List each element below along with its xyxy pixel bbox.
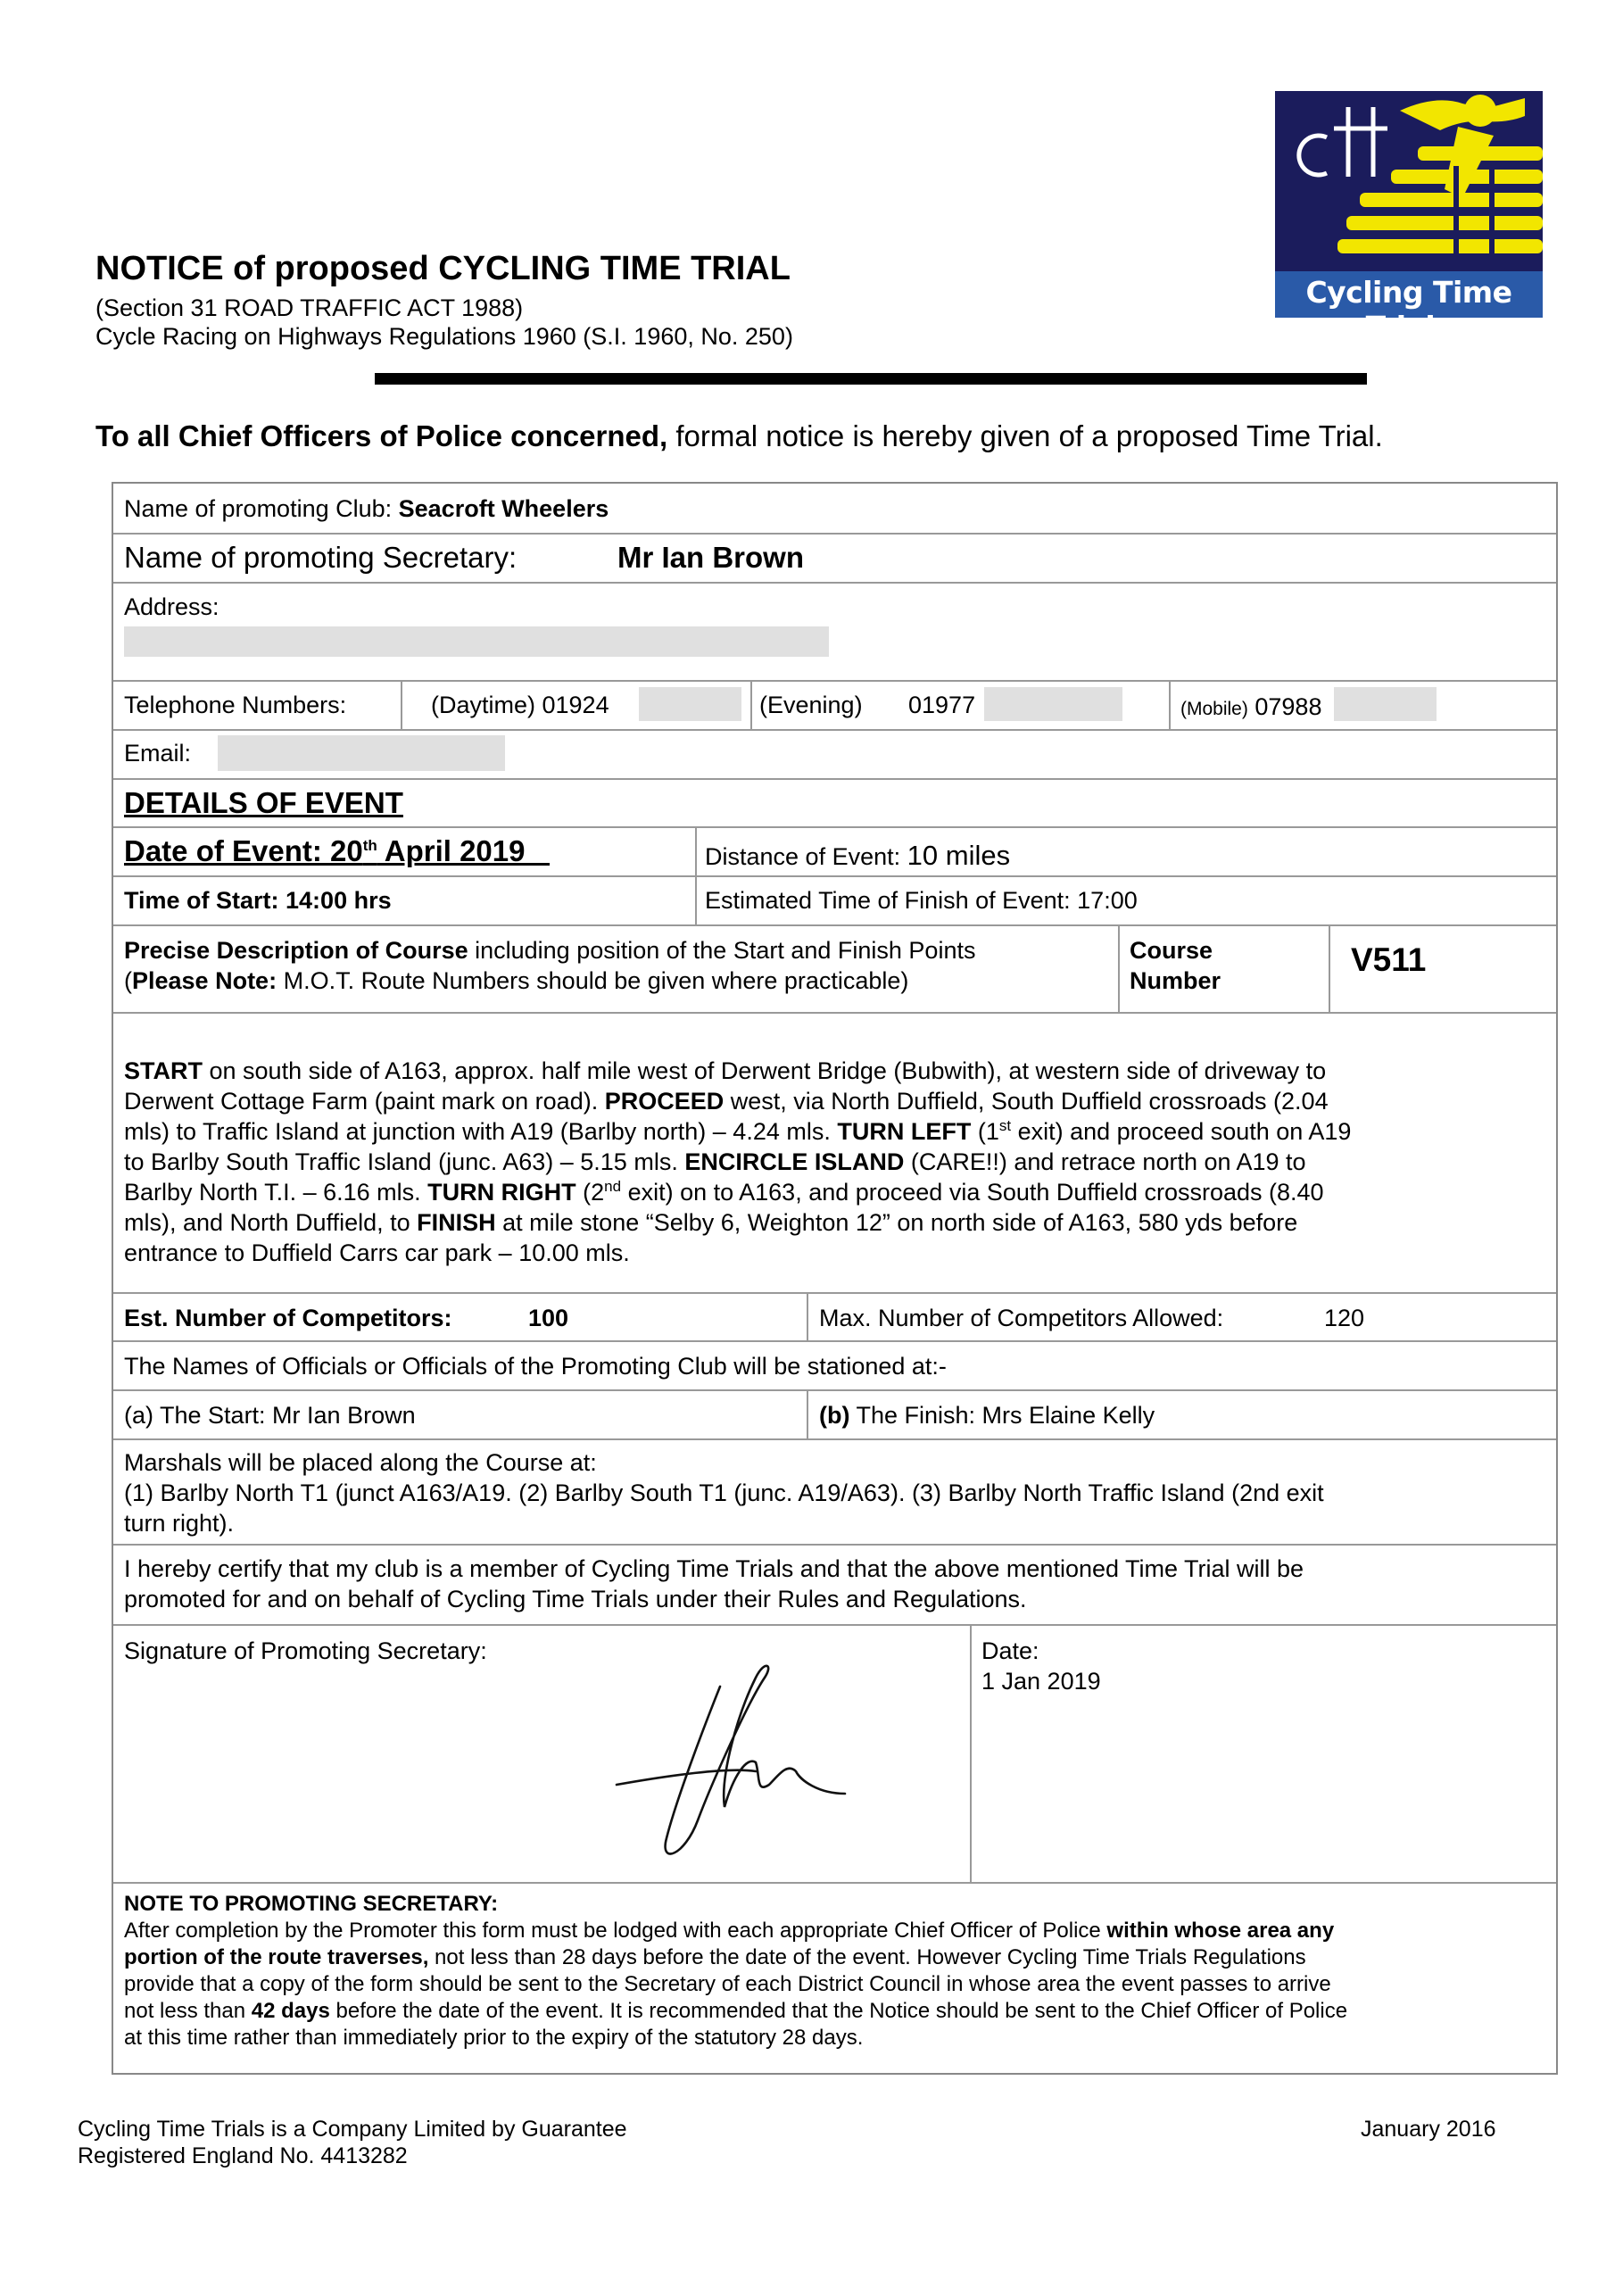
course-line: at mile stone “Selby 6, Weighton 12” on north side of A163, 580 yds before — [495, 1209, 1298, 1236]
address-redacted — [124, 626, 829, 657]
row-divider — [113, 1544, 1556, 1546]
row-divider — [113, 826, 1556, 828]
note-line: not less than 28 days before the date of the event. However Cycling Time Trials Regulations — [428, 1945, 1306, 1969]
note-line: before the date of the event. It is recommended that the Notice should be sent to the Chief Officer of Police — [329, 1999, 1348, 2023]
marshals-line: Marshals will be placed along the Course at: — [124, 1449, 597, 1476]
header-divider — [375, 373, 1367, 385]
cyclist-logo-icon — [1275, 91, 1543, 271]
precise-rest: including position of the Start and Finish Points — [468, 937, 976, 964]
date-signed-value: 1 Jan 2019 — [981, 1668, 1101, 1695]
footer-registration: Registered England No. 4413282 — [78, 2143, 408, 2168]
row-divider — [113, 1340, 1556, 1342]
mobile-redacted — [1334, 687, 1437, 721]
club-row — [124, 494, 609, 523]
mobile-label: (Mobile) — [1180, 699, 1248, 719]
date-signed-label: Date: — [981, 1637, 1039, 1664]
event-date-suffix: th — [362, 837, 377, 854]
course-encircle-keyword: ENCIRCLE ISLAND — [684, 1148, 905, 1175]
distance-colon: : — [893, 843, 901, 870]
col-divider — [1329, 924, 1330, 1012]
footer-company: Cycling Time Trials is a Company Limited by Guarantee — [78, 2117, 627, 2142]
event-date-label: Date of Event: 20 — [124, 834, 363, 867]
col-divider — [1169, 680, 1171, 729]
email-redacted — [218, 735, 505, 771]
row-divider — [113, 729, 1556, 731]
evening-phone: 01977 — [908, 692, 976, 718]
col-divider — [401, 680, 402, 729]
col-divider — [807, 1389, 808, 1438]
intro-rest: formal notice is hereby given of a proposed Time Trial. — [667, 419, 1383, 452]
distance-row — [705, 839, 1010, 872]
row-divider — [113, 1292, 1556, 1294]
note-line: After completion by the Promoter this form must be lodged with each appropriate Chief Officer of Police — [124, 1919, 1107, 1943]
note-emphasis: within whose area any — [1106, 1919, 1335, 1943]
course-label-line1: Course — [1130, 937, 1213, 964]
note-line: provide that a copy of the form should be sent to the Secretary of each District Council in whose area the event passes to arrive — [124, 1972, 1331, 1996]
please-note — [124, 966, 908, 995]
finish-official-name: The Finish: Mrs Elaine Kelly — [849, 1402, 1155, 1429]
col-divider — [750, 680, 752, 729]
notice-form — [112, 482, 1558, 2075]
precise-description — [124, 936, 975, 965]
note-line: not less than — [124, 1999, 252, 2023]
course-proceed-keyword: PROCEED — [604, 1088, 725, 1115]
course-line: exit) on to A163, and proceed via South Duffield crossroads (8.40 — [621, 1179, 1324, 1206]
course-description — [124, 1056, 1351, 1268]
note-emphasis: portion of the route traverses, — [124, 1945, 429, 1969]
address-label: Address: — [124, 593, 219, 620]
please-note-rest: M.O.T. Route Numbers should be given where practicable) — [277, 967, 909, 994]
marshals-line: (1) Barlby North T1 (junct A163/A19. (2) Barlby South T1 (junc. A19/A63). (3) Barlby North Traffic Island (2nd exit — [124, 1480, 1324, 1506]
club-value: Seacroft Wheelers — [398, 495, 609, 522]
telephone-label: Telephone Numbers: — [124, 692, 347, 718]
col-divider — [970, 1624, 972, 1882]
course-label-line2: Number — [1130, 967, 1221, 994]
course-line: mls) to Traffic Island at junction with A19 (Barlby north) – 4.24 mls. — [124, 1118, 838, 1145]
course-start-keyword: START — [124, 1057, 203, 1084]
finish-official-marker: (b) — [819, 1402, 850, 1429]
course-number: V511 — [1351, 941, 1427, 978]
distance-value: 10 miles — [907, 840, 1011, 871]
course-line: mls), and North Duffield, to — [124, 1209, 418, 1236]
row-divider — [113, 1624, 1556, 1626]
marshals-line: turn right). — [124, 1510, 235, 1537]
email-label: Email: — [124, 740, 192, 767]
note-heading: NOTE TO PROMOTING SECRETARY: — [124, 1892, 499, 1916]
max-competitors-value: 120 — [1324, 1305, 1365, 1331]
signature-label: Signature of Promoting Secretary: — [124, 1637, 487, 1664]
row-divider — [113, 778, 1556, 780]
row-divider — [113, 1882, 1556, 1884]
secretary-label: Name of promoting Secretary: — [124, 541, 518, 574]
col-divider — [807, 1292, 808, 1340]
event-date — [124, 833, 550, 869]
course-line: west, via North Duffield, South Duffield crossroads (2.04 — [724, 1088, 1329, 1115]
precise-bold: Precise Description of Course — [124, 937, 468, 964]
cycling-time-trials-logo — [1275, 91, 1543, 344]
evening-redacted — [984, 687, 1122, 721]
certification-line: I hereby certify that my club is a member of Cycling Time Trials and that the above mentioned Time Trial will be — [124, 1555, 1304, 1582]
course-line: on south side of A163, approx. half mile west of Derwent Bridge (Bubwith), at western side of driveway to — [203, 1057, 1327, 1084]
course-line: to Barlby South Traffic Island (junc. A63) – 5.15 mls. — [124, 1148, 685, 1175]
club-label: Name of promoting Club: — [124, 495, 399, 522]
course-sup: st — [998, 1117, 1012, 1134]
row-divider — [113, 582, 1556, 584]
footer-date: January 2016 — [1361, 2117, 1496, 2142]
course-line: exit) and proceed south on A19 — [1011, 1118, 1352, 1145]
officials-label: The Names of Officials or Officials of the Promoting Club will be stationed at:- — [124, 1353, 947, 1380]
form-title: NOTICE of proposed CYCLING TIME TRIAL — [95, 250, 791, 287]
certification — [124, 1554, 1304, 1614]
intro-notice — [95, 419, 1383, 453]
form-subtitle-act: (Section 31 ROAD TRAFFIC ACT 1988) — [95, 294, 524, 321]
row-divider — [113, 875, 1556, 877]
distance-label: Distance of Event — [705, 843, 894, 870]
marshals — [124, 1447, 1324, 1538]
row-divider — [113, 924, 1556, 926]
course-turn-left-keyword: TURN LEFT — [837, 1118, 972, 1145]
mobile-row — [1180, 692, 1321, 721]
col-divider — [1118, 924, 1120, 1012]
course-sup: nd — [604, 1178, 622, 1195]
course-line: (2 — [576, 1179, 605, 1206]
row-divider — [113, 1438, 1556, 1440]
finish-official — [819, 1401, 1155, 1430]
mobile-phone: 07988 — [1255, 693, 1322, 720]
daytime-redacted — [639, 687, 741, 721]
finish-time: Estimated Time of Finish of Event: 17:00 — [705, 887, 1138, 914]
note-line: at this time rather than immediately prior to the expiry of the statutory 28 days. — [124, 2026, 864, 2050]
details-heading: DETAILS OF EVENT — [124, 786, 403, 819]
course-finish-keyword: FINISH — [417, 1209, 496, 1236]
daytime-phone: (Daytime) 01924 — [431, 692, 609, 718]
course-line: (CARE!!) and retrace north on A19 to — [904, 1148, 1306, 1175]
signature-graphic — [613, 1651, 970, 1865]
form-subtitle-regulations: Cycle Racing on Highways Regulations 1960 (S.I. 1960, No. 250) — [95, 323, 793, 350]
row-divider — [113, 1389, 1556, 1391]
certification-line: promoted for and on behalf of Cycling Time Trials under their Rules and Regulations. — [124, 1586, 1027, 1612]
row-divider — [113, 680, 1556, 682]
course-turn-right-keyword: TURN RIGHT — [427, 1179, 576, 1206]
est-competitors-value: 100 — [528, 1305, 569, 1331]
note-emphasis: 42 days — [251, 1999, 330, 2023]
secretary-value: Mr Ian Brown — [617, 541, 805, 574]
row-divider — [113, 533, 1556, 535]
max-competitors-label: Max. Number of Competitors Allowed: — [819, 1305, 1224, 1331]
note-to-secretary — [124, 1891, 1347, 2051]
start-official: (a) The Start: Mr Ian Brown — [124, 1402, 416, 1429]
row-divider — [113, 1012, 1556, 1014]
please-note-paren: ( — [124, 967, 132, 994]
course-line: (1 — [971, 1118, 999, 1145]
course-line: entrance to Duffield Carrs car park – 10.00 mls. — [124, 1239, 630, 1266]
intro-bold: To all Chief Officers of Police concerned, — [95, 419, 668, 452]
col-divider — [695, 826, 697, 924]
logo-caption: Cycling Time Trials — [1305, 275, 1512, 344]
please-note-bold: Please Note: — [132, 967, 277, 994]
course-line: Derwent Cottage Farm (paint mark on road). — [124, 1088, 605, 1115]
start-time: Time of Start: 14:00 hrs — [124, 887, 392, 914]
evening-label: (Evening) — [759, 692, 863, 718]
event-date-month: April 2019 — [377, 834, 526, 867]
course-line: Barlby North T.I. – 6.16 mls. — [124, 1179, 428, 1206]
est-competitors-label: Est. Number of Competitors: — [124, 1305, 452, 1331]
